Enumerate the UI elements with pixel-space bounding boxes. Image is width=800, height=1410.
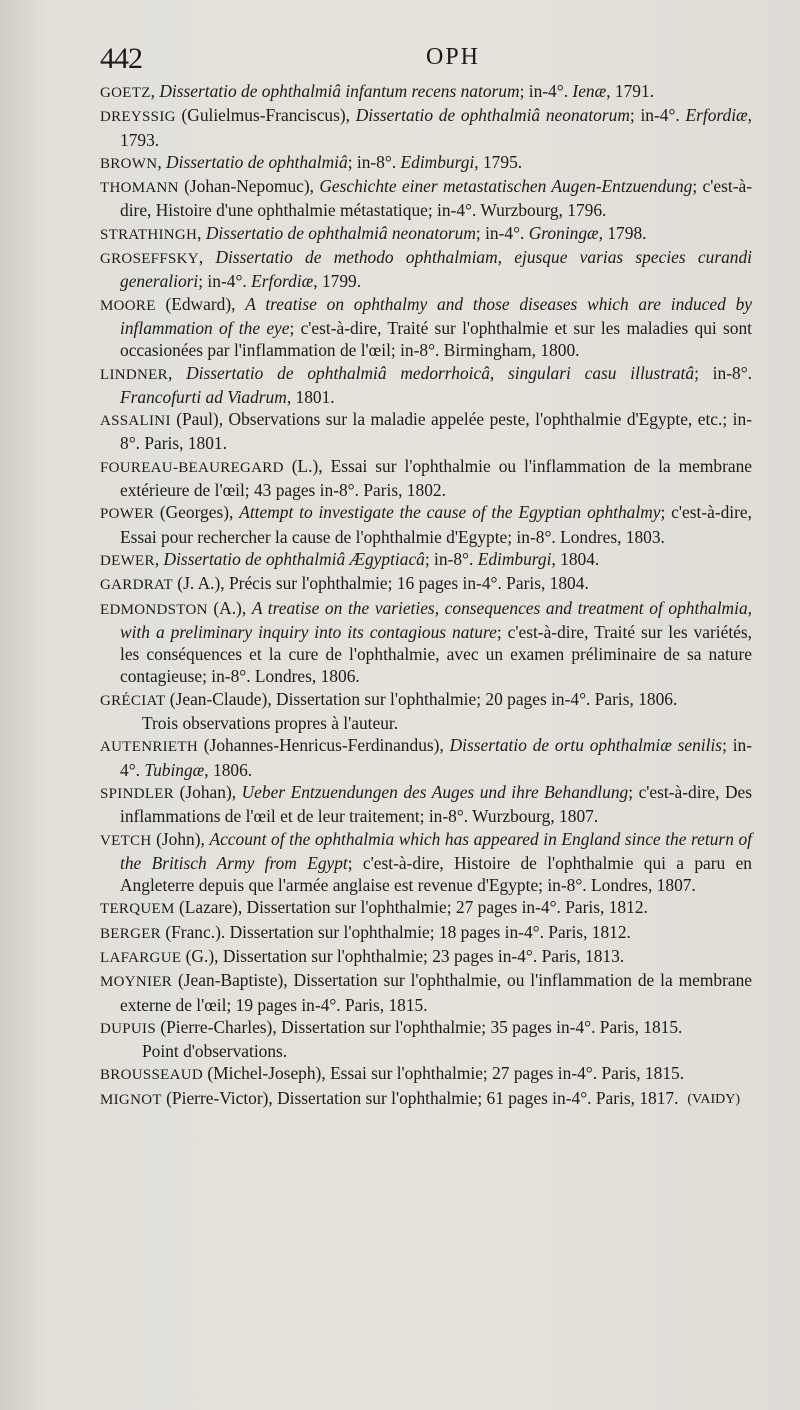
entry-publication: ; in-8°. xyxy=(424,548,478,569)
entry-year: , 1804. xyxy=(551,548,600,569)
entry-detail: , xyxy=(198,247,216,268)
bibliography-entry xyxy=(0,1087,800,1111)
entry-place: Tubingæ xyxy=(144,759,205,780)
entry-detail: (L.), xyxy=(283,455,331,476)
page-number: 442 xyxy=(100,42,142,75)
entry-publication: Dissertation sur l'ophthalmie; 27 pages in-4°. Paris, 1812. xyxy=(246,897,648,918)
entry-publication: Dissertation sur l'ophthalmie; 35 pages in-4°. Paris, 1815. xyxy=(281,1016,683,1037)
entry-publication: Précis sur l'ophthalmie; 16 pages in-4°. Paris, 1804. xyxy=(229,573,589,594)
entry-publication: ; c'est-à-dire, Traité sur l'ophthalmie et sur les maladies qui sont occasionées par l'inflammation de l'œil; in-8°. Birmingham, 1800. xyxy=(120,317,753,361)
entry-detail: (Michel-Joseph), xyxy=(203,1063,331,1084)
entry-detail: (J. A.), xyxy=(172,573,229,594)
entry-author: MOYNIER xyxy=(100,974,173,991)
entry-year: , 1791. xyxy=(606,81,655,101)
entry-author: VETCH xyxy=(100,832,152,849)
entry-title: Dissertatio de ophthalmiâ medorrhoicâ, singulari casu illustratâ xyxy=(186,362,695,383)
bibliography-entry xyxy=(0,548,800,572)
bibliography-entry xyxy=(0,734,800,781)
entry-place: Erfordiæ xyxy=(685,105,748,126)
entry-author: DEWER xyxy=(100,552,155,569)
entry-detail: (John), xyxy=(151,828,210,849)
entry-title: Ueber Entzuendungen des Auges und ihre Behandlung xyxy=(241,781,629,802)
entry-detail: , xyxy=(197,222,206,243)
entry-note: Trois observations propres à l'auteur. xyxy=(142,713,399,734)
entry-publication: Dissertation sur l'ophthalmie; 23 pages in-4°. Paris, 1813. xyxy=(222,945,625,966)
entry-publication: Essai sur l'ophthalmie; 27 pages in-4°. Paris, 1815. xyxy=(330,1063,685,1084)
bibliography-entry xyxy=(0,501,800,548)
entry-detail: , xyxy=(154,548,164,569)
bibliography-entry xyxy=(0,896,800,920)
bibliography-entry xyxy=(0,408,800,455)
entry-title: Dissertatio de ophthalmiâ neonatorum xyxy=(355,105,630,126)
entry-author: DUPUIS xyxy=(100,1020,156,1037)
entry-author: LINDNER xyxy=(100,366,168,383)
entry-author: BROUSSEAUD xyxy=(100,1067,204,1084)
entry-year: , 1801. xyxy=(286,386,335,407)
entry-publication: ; c'est-à-dire, Histoire de l'ophthalmie qui a paru en Angleterre depuis que l'armée anglaise est revenue d'Egypte; in-8°. Londres, 1807. xyxy=(120,852,752,896)
entry-publication: Essai sur l'ophthalmie ou l'inflammation de la membrane extérieure de l'œil; 43 pages in-8°. Paris, 1802. xyxy=(120,455,752,501)
entry-author: BROWN xyxy=(100,155,158,172)
entry-place: Edimburgi xyxy=(400,151,475,172)
bibliography-entry xyxy=(0,151,800,175)
entry-detail: (Gulielmus-Franciscus), xyxy=(175,105,356,126)
entry-author: MIGNOT xyxy=(100,1091,162,1108)
entry-publication: ; in-4°. xyxy=(629,105,686,126)
bibliography-entry xyxy=(0,945,800,969)
bibliography-entry xyxy=(0,80,800,104)
entry-place: Edimburgi xyxy=(477,548,552,569)
entry-title: Dissertatio de ophthalmiâ infantum recens natorum xyxy=(159,81,520,101)
entry-publication: ; c'est-à-dire, Histoire d'une ophthalmie métastatique; in-4°. Wurzbourg, 1796. xyxy=(120,176,753,221)
bibliography-entry xyxy=(0,455,800,502)
bibliography-entry xyxy=(0,246,800,293)
entry-author: GRÉCIAT xyxy=(100,692,166,709)
entry-publication: ; in-4°. xyxy=(198,271,252,292)
entry-author: STRATHINGH xyxy=(100,226,198,243)
entry-title: Geschichte einer metastatischen Augen-Entzuendung xyxy=(319,176,693,197)
entry-publication: ; in-4°. xyxy=(519,81,573,101)
entry-detail: (Johannes-Henricus-Ferdinandus), xyxy=(197,735,450,756)
entry-author: THOMANN xyxy=(100,180,179,197)
bibliography-entry xyxy=(0,293,800,362)
entry-publication: Dissertation sur l'ophthalmie; 61 pages in-4°. Paris, 1817. xyxy=(277,1087,679,1108)
entry-publication: Dissertation sur l'ophthalmie, ou l'inflammation de la membrane externe de l'œil; 19 pages in-4°. Paris, 1815. xyxy=(120,970,752,1015)
entry-author: SPINDLER xyxy=(100,785,175,802)
bibliography-list xyxy=(0,80,800,1111)
entry-year: , 1798. xyxy=(598,222,647,243)
entry-detail: (Pierre-Victor), xyxy=(161,1087,278,1108)
entry-title: Account of the ophthalmia which has appeared in England since the return of the Britisch Army from Egypt xyxy=(120,828,752,873)
entry-author: FOUREAU-BEAUREGARD xyxy=(100,459,284,476)
bibliography-entry xyxy=(0,828,800,897)
entry-title: Dissertatio de ortu ophthalmiæ senilis xyxy=(449,735,723,756)
entry-detail: (A.), xyxy=(207,597,252,618)
entry-author: TERQUEM xyxy=(100,901,175,918)
bibliography-entry xyxy=(0,1062,800,1086)
entry-author: MOORE xyxy=(100,297,156,314)
bibliography-entry xyxy=(0,597,800,688)
bibliography-entry xyxy=(0,104,800,151)
entry-year: , 1806. xyxy=(204,759,253,780)
entry-publication: Dissertation sur l'ophthalmie; 18 pages in-4°. Paris, 1812. xyxy=(229,921,631,942)
bibliography-entry xyxy=(0,969,800,1016)
catchword: (VAIDY) xyxy=(687,1091,740,1107)
entry-detail: (Georges), xyxy=(154,502,240,523)
entry-author: POWER xyxy=(100,506,154,523)
entry-author: BERGER xyxy=(100,925,161,942)
entry-author: GARDRAT xyxy=(100,577,173,594)
entry-author: DREYSSIG xyxy=(100,109,176,126)
entry-publication: ; c'est-à-dire, Traité sur les variétés, les conséquences et la cure de l'ophthalmie, avec un examen préliminaire de sa nature contagieuse; in-8°. Londres, 1806. xyxy=(120,621,752,687)
entry-author: LAFARGUE xyxy=(100,949,182,966)
entry-detail: , xyxy=(157,151,167,172)
entry-detail: (G.), xyxy=(181,945,223,966)
entry-title: Dissertatio de ophthalmiâ neonatorum xyxy=(205,222,476,243)
bibliography-entry xyxy=(0,572,800,596)
entry-publication: Observations sur la maladie appelée peste, l'ophthalmie d'Egypte, etc.; in-8°. Paris, 1801. xyxy=(120,409,752,454)
bibliography-entry xyxy=(0,362,800,409)
entry-author: AUTENRIETH xyxy=(100,739,198,756)
entry-title: Dissertatio de ophthalmiâ xyxy=(166,151,348,172)
entry-place: Erfordiæ xyxy=(251,271,314,292)
entry-author: GROSEFFSKY xyxy=(100,251,199,268)
bibliography-entry xyxy=(0,688,800,712)
entry-title: Dissertatio de ophthalmiâ Ægyptiacâ xyxy=(163,548,425,569)
entry-publication: ; in-4°. xyxy=(475,222,529,243)
entry-detail: (Edward), xyxy=(155,293,246,314)
entry-author: GOETZ xyxy=(100,85,151,101)
bibliography-entry xyxy=(0,175,800,222)
entry-publication: ; c'est-à-dire, Essai pour rechercher la cause de l'ophthalmie d'Egypte; in-8°. Londres, 1803. xyxy=(120,502,753,547)
running-title: OPH xyxy=(426,44,481,70)
bibliography-entry xyxy=(0,1016,800,1040)
entry-detail: (Jean-Claude), xyxy=(165,688,277,709)
entry-detail: (Johan), xyxy=(174,781,242,802)
entry-detail: , xyxy=(150,81,160,101)
entry-place: Groningæ xyxy=(528,222,599,243)
entry-detail: (Johan-Nepomuc), xyxy=(178,176,320,197)
bibliography-entry xyxy=(0,921,800,945)
entry-publication: ; in-8°. xyxy=(347,151,401,172)
entry-detail: (Paul), xyxy=(170,409,229,430)
entry-detail: , xyxy=(167,362,187,383)
page-header xyxy=(0,42,800,78)
entry-year: , 1793. xyxy=(120,105,753,150)
entry-detail: (Pierre-Charles), xyxy=(155,1016,282,1037)
entry-title: A treatise on ophthalmy and those diseases which are induced by inflammation of the eye xyxy=(120,293,752,338)
entry-place: Ienæ xyxy=(572,81,607,101)
bibliography-entry xyxy=(0,781,800,828)
entry-author: ASSALINI xyxy=(100,413,171,430)
entry-publication: Dissertation sur l'ophthalmie; 20 pages in-4°. Paris, 1806. xyxy=(276,688,678,709)
entry-author: EDMONDSTON xyxy=(100,601,208,618)
entry-detail: (Jean-Baptiste), xyxy=(172,970,294,991)
entry-title: Dissertatio de methodo ophthalmiam, ejusque varias species curandi generaliori xyxy=(120,247,752,292)
bibliography-entry xyxy=(0,222,800,246)
entry-detail: (Lazare), xyxy=(174,897,247,918)
entry-publication: ; in-8°. xyxy=(694,362,752,383)
entry-title: Attempt to investigate the cause of the Egyptian ophthalmy xyxy=(239,502,661,523)
entry-year: , 1795. xyxy=(474,151,523,172)
entry-detail: (Franc.). xyxy=(160,921,230,942)
entry-year: , 1799. xyxy=(313,271,362,292)
entry-title: A treatise on the varieties, consequences and treatment of ophthalmia, with a preliminary inquiry into its contagious nature xyxy=(120,597,752,642)
entry-publication: ; in-4°. xyxy=(120,735,753,780)
entry-place: Francofurti ad Viadrum xyxy=(120,386,287,407)
entry-publication: ; c'est-à-dire, Des inflammations de l'œil et de leur traitement; in-8°. Wurzbourg, 1807. xyxy=(120,781,752,827)
entry-note: Point d'observations. xyxy=(142,1041,288,1062)
